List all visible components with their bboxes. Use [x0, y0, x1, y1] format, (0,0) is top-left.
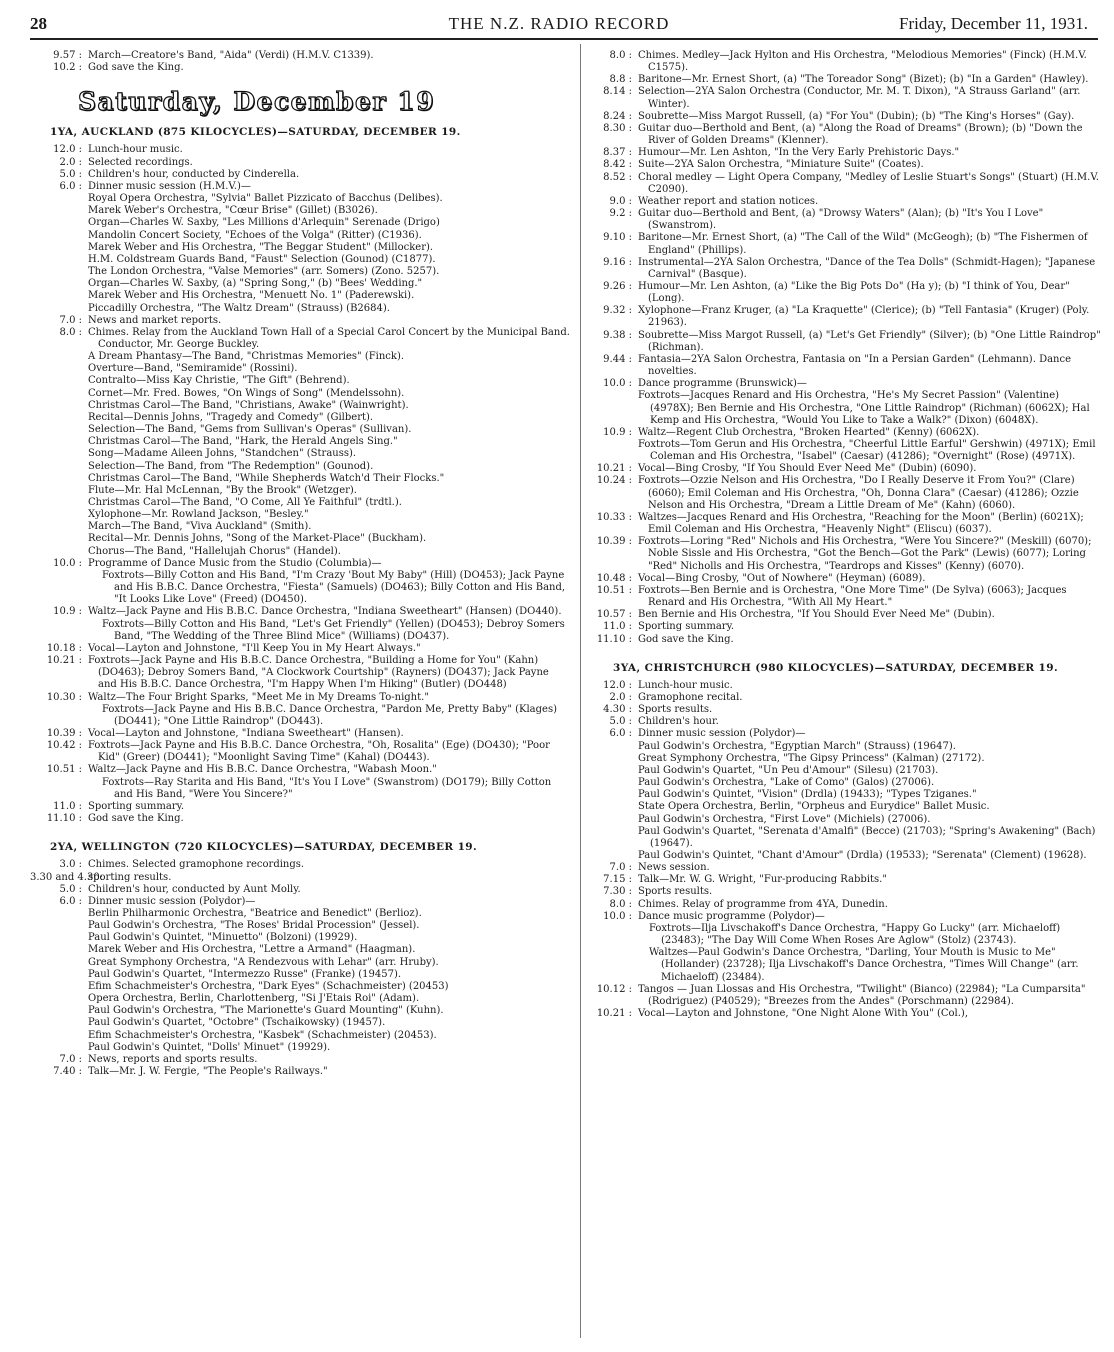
- programme-item: Great Symphony Orchestra, "A Rendezvous with Lehar" (arr. Hruby).: [88, 956, 439, 968]
- programme-list: [593, 680, 1105, 741]
- entry-time: 10.57 :: [596, 609, 632, 621]
- programme-item: March—The Band, "Viva Auckland" (Smith).: [88, 521, 312, 533]
- entry-text: Sporting summary.: [638, 621, 735, 633]
- entry-time: 10.0 :: [603, 378, 632, 390]
- entry-time: 10.21 :: [596, 463, 632, 475]
- entry-text: Sports results.: [638, 886, 713, 898]
- entry-text: Selection—2YA Salon Orchestra (Conductor, Mr. M. T. Dixon), "A Strauss Garland" (arr. Winter).: [638, 86, 1081, 110]
- station-heading-1ya: 1YA, AUCKLAND (875 KILOCYCLES)—SATURDAY, DECEMBER 19.: [50, 126, 461, 139]
- programme-item: Opera Orchestra, Berlin, Charlottenberg, "Si J'Etais Roi" (Adam).: [88, 993, 420, 1005]
- entry-time: 3.30 and 4.30:: [30, 871, 104, 883]
- entry-text: Fantasia—2YA Salon Orchestra, Fantasia on "In a Persian Garden" (Lehmann). Dance novelties.: [638, 353, 1072, 378]
- entry-text: sporting results.: [88, 871, 172, 883]
- programme-item: Waltzes—Paul Godwin's Dance Orchestra, "Darling, Your Mouth is Music to Me" (Hollander) (23728); Ilja Livschakoff's Dance Orchestra, "Times Will Change" (arr. Michaeloff) (23484).: [649, 947, 1079, 983]
- programme-item: Paul Godwin's Quartet, "Octobre" (Tschaikowsky) (19457).: [88, 1017, 386, 1029]
- programme-list: [593, 984, 1105, 1020]
- entry-text: Chimes. Relay of programme from 4YA, Dunedin.: [638, 898, 888, 910]
- programme-item: Organ—Charles W. Saxby, (a) "Spring Song," (b) "Bees' Wedding.": [88, 278, 423, 290]
- programme-entry: [593, 862, 1105, 874]
- programme-entry: [30, 50, 570, 62]
- programme-item: Christmas Carol—The Band, "While Shepherds Watch'd Their Flocks.": [88, 472, 445, 484]
- entry-time: 7.30 :: [603, 886, 632, 898]
- entry-text: Weather report and station notices.: [638, 195, 819, 207]
- entry-time: 4.30 :: [603, 704, 632, 716]
- programme-item: Chorus—The Band, "Hallelujah Chorus" (Handel).: [88, 545, 341, 557]
- programme-item: Royal Opera Orchestra, "Sylvia" Ballet Pizzicato of Bacchus (Delibes).: [88, 193, 443, 205]
- programme-entry: [593, 232, 1105, 256]
- programme-item: Marek Weber's Orchestra, "Cœur Brise" (Gillet) (B3026).: [88, 205, 378, 217]
- programme-entry: [30, 764, 570, 776]
- entry-text: News, reports and sports results.: [88, 1053, 258, 1065]
- programme-item: Foxtrots—Ray Starita and His Band, "It's You I Love" (Swanstrom) (DO179); Billy Cotton and His Band, "Were You Sincere?": [102, 776, 552, 800]
- entry-time: 8.52 :: [603, 171, 632, 183]
- programme-entry: [593, 728, 1105, 740]
- entry-time: 2.0 :: [609, 691, 632, 703]
- entry-text: Tangos — Juan Llossas and His Orchestra, "Twilight" (Bianco) (22984); "La Cumparsita" (Rodriguez) (P40529); "Breezes from the Andes" (Porschmann) (22984).: [638, 983, 1086, 1007]
- programme-list: [593, 463, 1105, 645]
- programme-sublist: [30, 704, 570, 728]
- programme-entry: [593, 354, 1105, 378]
- entry-time: 11.10 :: [596, 633, 632, 645]
- programme-list: [30, 859, 570, 908]
- programme-entry: [593, 159, 1105, 171]
- programme-item: Paul Godwin's Quintet, "Minuetto" (Bolzoni) (19929).: [88, 932, 358, 944]
- entry-text: Foxtrots—Ben Bernie and is Orchestra, "One More Time" (De Sylva) (6063); Jacques Renard and His Orchestra, "With All My Heart.": [638, 584, 1067, 609]
- entry-text: Waltz—The Four Bright Sparks, "Meet Me in My Dreams To-night.": [88, 691, 429, 703]
- programme-item: State Opera Orchestra, Berlin, "Orpheus and Eurydice" Ballet Music.: [638, 801, 990, 813]
- programme-entry: [593, 74, 1105, 86]
- programme-item: Christmas Carol—The Band, "O Come, All Ye Faithful" (trdtl.).: [88, 497, 402, 508]
- programme-sublist: [30, 351, 570, 558]
- entry-text: God save the King.: [638, 633, 734, 645]
- entry-text: Vocal—Layton and Johnstone, "Indiana Sweetheart" (Hansen).: [88, 727, 404, 739]
- programme-entry: [593, 147, 1105, 159]
- programme-sublist: [593, 741, 1105, 863]
- entry-time: 10.2 :: [53, 62, 82, 74]
- programme-entry: [593, 911, 1105, 923]
- entry-text: Waltz—Regent Club Orchestra, "Broken Hearted" (Kenny) (6062X).: [638, 426, 980, 438]
- programme-item: Paul Godwin's Quartet, "Intermezzo Russe" (Franke) (19457).: [88, 968, 402, 980]
- programme-entry: [593, 330, 1105, 354]
- programme-list: [593, 427, 1105, 439]
- entry-time: 3.0 :: [59, 859, 82, 871]
- programme-entry: [30, 169, 570, 181]
- programme-item: Recital—Dennis Johns, "Tragedy and Comedy" (Gilbert).: [88, 411, 374, 423]
- programme-item: Selection—The Band, "Gems from Sullivan's Operas" (Sullivan).: [88, 424, 412, 436]
- programme-sublist: [30, 777, 570, 801]
- entry-time: 2.0 :: [59, 156, 82, 168]
- programme-item: Overture—Band, "Semiramide" (Rossini).: [88, 363, 298, 375]
- entry-text: News and market reports.: [88, 314, 222, 326]
- entry-text: Soubrette—Miss Margot Russell, (a) "Let's Get Friendly" (Silver); (b) "One Little Raindrop" (Richman).: [638, 329, 1101, 353]
- programme-item: Recital—Mr. Dennis Johns, "Song of the Market-Place" (Buckham).: [88, 533, 427, 545]
- programme-entry: [30, 728, 570, 740]
- programme-list: [30, 1054, 570, 1078]
- programme-entry: [593, 50, 1105, 74]
- programme-list: [593, 862, 1105, 923]
- entry-text: Chimes. Selected gramophone recordings.: [88, 859, 305, 871]
- entry-time: 7.40 :: [53, 1066, 82, 1078]
- entry-text: Programme of Dance Music from the Studio (Columbia)—: [88, 557, 382, 569]
- programme-item: Berlin Philharmonic Orchestra, "Beatrice and Benedict" (Berlioz).: [88, 908, 422, 919]
- entry-text: Lunch-hour music.: [88, 144, 183, 156]
- programme-entry: [30, 62, 570, 74]
- programme-item: Foxtrots—Billy Cotton and His Band, "I'm Crazy 'Bout My Baby" (Hill) (DO453); Jack Payne and His B.B.C. Dance Orchestra, "Fiesta" (Samuels) (DO463); Billy Cotton and His Band, "It Looks Like Love" (Freed) (DO450).: [102, 569, 566, 606]
- programme-entry: [30, 859, 570, 871]
- entry-text: Children's hour, conducted by Aunt Molly.: [88, 883, 301, 895]
- entry-time: 5.0 :: [609, 716, 632, 728]
- programme-item: Flute—Mr. Hal McLennan, "By the Brook" (Wetzger).: [88, 484, 357, 496]
- programme-item: Paul Godwin's Orchestra, "Lake of Como" (Galos) (27006).: [638, 777, 935, 789]
- entry-text: Suite—2YA Salon Orchestra, "Miniature Suite" (Coates).: [638, 159, 924, 171]
- programme-entry: [30, 1054, 570, 1066]
- programme-entry: [593, 463, 1105, 475]
- entry-time: 10.51 :: [596, 584, 632, 596]
- station-heading-3ya: 3YA, CHRISTCHURCH (980 KILOCYCLES)—SATURDAY, DECEMBER 19.: [613, 661, 1059, 674]
- programme-entry: [593, 512, 1105, 536]
- programme-entry: [30, 872, 570, 884]
- entry-time: 11.0 :: [603, 621, 632, 633]
- programme-item: Piccadilly Orchestra, "The Waltz Dream" (Strauss) (B2684).: [88, 302, 390, 314]
- programme-entry: [593, 427, 1105, 439]
- issue-date: Friday, December 11, 1931.: [899, 14, 1088, 33]
- entry-time: 8.30 :: [603, 122, 632, 134]
- entry-time: 9.32 :: [603, 305, 632, 317]
- left-column: [30, 50, 570, 1078]
- programme-entry: [593, 172, 1105, 196]
- programme-item: Paul Godwin's Orchestra, "The Marionette's Guard Mounting" (Kuhn).: [88, 1005, 444, 1017]
- programme-sublist: [30, 570, 570, 606]
- entry-text: Waltz—Jack Payne and His B.B.C. Dance Orchestra, "Indiana Sweetheart" (Hansen) (DO440).: [88, 606, 562, 618]
- programme-entry: [593, 716, 1105, 728]
- programme-entry: [593, 573, 1105, 585]
- programme-item: Paul Godwin's Quintet, "Vision" (Drdla) (19433); "Types Tziganes.": [638, 789, 977, 801]
- programme-item: Selection—The Band, from "The Redemption" (Gounod).: [88, 460, 374, 472]
- programme-item: H.M. Coldstream Guards Band, "Faust" Selection (Gounod) (C1877).: [88, 253, 436, 265]
- entry-time: 6.0 :: [59, 895, 82, 907]
- programme-list: [30, 643, 570, 704]
- entry-time: 12.0 :: [53, 144, 82, 156]
- programme-item: A Dream Phantasy—The Band, "Christmas Memories" (Finck).: [88, 351, 405, 363]
- entry-text: Children's hour, conducted by Cinderella.: [88, 168, 300, 180]
- programme-item: Foxtrots—Jack Payne and His B.B.C. Dance Orchestra, "Pardon Me, Pretty Baby" (Klages) (DO441); "One Little Raindrop" (DO443).: [102, 703, 557, 727]
- programme-item: Song—Madame Aileen Johns, "Standchen" (Strauss).: [88, 448, 357, 460]
- entry-time: 8.0 :: [609, 50, 632, 61]
- entry-time: 8.37 :: [603, 147, 632, 159]
- entry-time: 8.0 :: [59, 326, 82, 338]
- programme-entry: [30, 315, 570, 327]
- entry-time: 5.0 :: [59, 883, 82, 895]
- entry-text: March—Creatore's Band, "Aida" (Verdi) (H.M.V. C1339).: [88, 50, 374, 61]
- entry-time: 10.9 :: [603, 426, 632, 438]
- programme-list: [30, 801, 570, 825]
- entry-time: 10.24 :: [596, 475, 632, 487]
- programme-item: Efim Schachmeister's Orchestra, "Dark Eyes" (Schachmeister) (20453): [88, 980, 449, 992]
- programme-entry: [30, 692, 570, 704]
- entry-time: 9.10 :: [603, 232, 632, 244]
- programme-item: The London Orchestra, "Valse Memories" (arr. Somers) (Zono. 5257).: [88, 266, 440, 278]
- programme-item: Christmas Carol—The Band, "Hark, the Herald Angels Sing.": [88, 436, 398, 448]
- entry-time: 10.33 :: [596, 511, 632, 523]
- programme-item: Paul Godwin's Orchestra, "The Roses' Bridal Procession" (Jessel).: [88, 920, 420, 932]
- programme-item: Paul Godwin's Quintet, "Dolls' Minuet" (19929).: [88, 1041, 331, 1053]
- entry-text: Gramophone recital.: [638, 691, 743, 703]
- programme-entry: [593, 111, 1105, 123]
- entry-text: Lunch-hour music.: [638, 679, 733, 691]
- programme-list: [593, 50, 1105, 390]
- programme-list: [30, 558, 570, 570]
- entry-time: 7.0 :: [609, 862, 632, 874]
- programme-entry: [593, 585, 1105, 609]
- entry-time: 12.0 :: [603, 679, 632, 691]
- entry-time: 10.51 :: [46, 764, 82, 776]
- publication-title: THE N.Z. RADIO RECORD: [448, 14, 670, 33]
- programme-sublist: [593, 390, 1105, 426]
- programme-entry: [593, 475, 1105, 511]
- entry-time: 7.0 :: [59, 1053, 82, 1065]
- programme-item: Great Symphony Orchestra, "The Gipsy Princess" (Kalman) (27172).: [638, 752, 985, 764]
- entry-time: 10.39 :: [596, 536, 632, 548]
- entry-text: Guitar duo—Berthold and Bent, (a) "Drowsy Waters" (Alan); (b) "It's You I Love" (Swanstrom).: [638, 208, 1044, 232]
- programme-entry: [593, 281, 1105, 305]
- entry-time: 9.16 :: [603, 256, 632, 268]
- entry-text: Foxtrots—Jack Payne and His B.B.C. Dance Orchestra, "Oh, Rosalita" (Ege) (DO430); "Poor Kid" (Greer) (DO441); "Moonlight Saving Time" (Kahal) (DO443).: [88, 740, 550, 764]
- page-header: [30, 14, 1088, 40]
- entry-time: 10.18 :: [46, 642, 82, 654]
- programme-entry: [593, 196, 1105, 208]
- entry-time: 10.48 :: [596, 572, 632, 584]
- page-number: 28: [30, 14, 47, 33]
- programme-entry: [593, 536, 1105, 572]
- entry-time: 10.21 :: [46, 655, 82, 667]
- programme-item: Foxtrots—Jacques Renard and His Orchestra, "He's My Secret Passion" (Valentine) (4978X); Ben Bernie and His Orchestra, "One Little Raindrop" (Richman) (6062X); Hal Kemp and His Orchestra, "Would You Like to Take a Walk?" (Dixon) (6048X).: [638, 390, 1090, 426]
- programme-entry: [593, 123, 1105, 147]
- entry-text: Children's hour.: [638, 716, 719, 728]
- programme-entry: [30, 606, 570, 618]
- programme-entry: [593, 680, 1105, 692]
- entry-text: Dance programme (Brunswick)—: [638, 378, 807, 390]
- entry-text: Foxtrots—Loring "Red" Nichols and His Orchestra, "Were You Sincere?" (Meskill) (6070); Noble Sissle and His Orchestra, "Got the Bench—Got the Park" (Lewis) (6077); Loring "Red" Nicholls and His Orchestra, "Teardrops and Kisses" (Kenny) (6070).: [638, 536, 1092, 572]
- entry-text: Xylophone—Franz Kruger, (a) "La Kraquette" (Clerice); (b) "Tell Fantasia" (Kruger) (Poly. 21963).: [638, 305, 1090, 329]
- entry-time: 9.44 :: [603, 353, 632, 365]
- programme-sublist: [593, 439, 1105, 463]
- entry-time: 6.0 :: [609, 728, 632, 740]
- entry-time: 9.2 :: [609, 208, 632, 220]
- entry-text: Foxtrots—Ozzie Nelson and His Orchestra, "Do I Really Deserve it From You?" (Clare) (6060); Emil Coleman and His Orchestra, "Oh, Donna Clara" (Caesar) (41286); Ozzie Nelson and His Orchestra, "Dream a Little Dream of Me" (Kahn) (6060).: [638, 475, 1079, 511]
- entry-time: 7.15 :: [603, 874, 632, 886]
- programme-entry: [593, 692, 1105, 704]
- entry-time: 10.0 :: [53, 557, 82, 569]
- entry-time: 6.0 :: [59, 180, 82, 192]
- programme-entry: [30, 558, 570, 570]
- entry-time: 8.24 :: [603, 110, 632, 122]
- entry-text: Baritone—Mr. Ernest Short, (a) "The Call of the Wild" (McGeogh); (b) "The Fishermen of England" (Phillips).: [638, 232, 1088, 256]
- programme-item: Marek Weber and His Orchestra, "Menuett No. 1" (Paderewski).: [88, 290, 415, 302]
- header-rule: [30, 38, 1098, 40]
- entry-text: Chimes. Relay from the Auckland Town Hall of a Special Carol Concert by the Municipal Band. Conductor, Mr. George Buckley.: [88, 326, 570, 350]
- entry-text: Dinner music session (H.M.V.)—: [88, 180, 251, 192]
- programme-entry: [593, 609, 1105, 621]
- programme-item: Marek Weber and His Orchestra, "Lettre a Armand" (Haagman).: [88, 944, 416, 956]
- station-heading-2ya: 2YA, WELLINGTON (720 KILOCYCLES)—SATURDAY, DECEMBER 19.: [50, 841, 478, 854]
- programme-entry: [593, 984, 1105, 1008]
- entry-text: Sporting summary.: [88, 800, 185, 812]
- programme-sublist: [30, 193, 570, 315]
- entry-text: God save the King.: [88, 62, 184, 74]
- entry-time: 8.0 :: [609, 898, 632, 910]
- programme-entry: [593, 704, 1105, 716]
- programme-entry: [593, 874, 1105, 886]
- programme-item: Paul Godwin's Orchestra, "First Love" (Michiels) (27006).: [638, 813, 931, 825]
- entry-time: 11.10 :: [46, 813, 82, 825]
- entry-text: Talk—Mr. W. G. Wright, "Fur-producing Rabbits.": [638, 874, 887, 886]
- programme-sublist: [30, 619, 570, 643]
- programme-item: Christmas Carol—The Band, "Christians, Awake" (Wainwright).: [88, 399, 409, 411]
- programme-list: [30, 315, 570, 351]
- entry-time: 9.57 :: [53, 50, 82, 61]
- entry-text: Dinner music session (Polydor)—: [88, 895, 256, 907]
- programme-entry: [30, 801, 570, 813]
- entry-text: Ben Bernie and His Orchestra, "If You Should Ever Need Me" (Dubin).: [638, 609, 995, 621]
- programme-entry: [30, 884, 570, 896]
- entry-text: Dinner music session (Polydor)—: [638, 728, 806, 740]
- entry-time: 8.8 :: [609, 74, 632, 86]
- programme-item: Foxtrots—Ilja Livschakoff's Dance Orchestra, "Happy Go Lucky" (arr. Michaeloff) (23483); "The Day Will Come When Roses Are Aglow" (Stolz) (23743).: [649, 922, 1061, 947]
- programme-entry: [593, 634, 1105, 646]
- programme-entry: [593, 86, 1105, 110]
- entry-time: 9.26 :: [603, 280, 632, 292]
- entry-time: 8.42 :: [603, 159, 632, 171]
- entry-text: Vocal—Layton and Johnstone, "I'll Keep You in My Heart Always.": [88, 642, 421, 654]
- programme-list: [30, 50, 570, 74]
- entry-text: Waltz—Jack Payne and His B.B.C. Dance Orchestra, "Wabash Moon.": [88, 764, 437, 776]
- entry-time: 10.21 :: [596, 1008, 632, 1020]
- entry-time: 8.14 :: [603, 86, 632, 98]
- programme-entry: [30, 1066, 570, 1078]
- entry-time: 10.42 :: [46, 740, 82, 752]
- entry-text: Vocal—Bing Crosby, "Out of Nowhere" (Heyman) (6089).: [638, 572, 926, 584]
- entry-text: Waltzes—Jacques Renard and His Orchestra, "Reaching for the Moon" (Berlin) (6021X); Emil Coleman and His Orchestra, "Heavenly Night" (Eliscu) (6037).: [638, 511, 1084, 536]
- programme-item: Mandolin Concert Society, "Echoes of the Volga" (Ritter) (C1936).: [88, 229, 422, 241]
- entry-text: Instrumental—2YA Salon Orchestra, "Dance of the Tea Dolls" (Schmidt-Hagen); "Japanese Carnival" (Basque).: [638, 256, 1096, 280]
- entry-text: Guitar duo—Berthold and Bent, (a) "Along the Road of Dreams" (Brown); (b) "Down the River of Golden Dreams" (Klenner).: [638, 122, 1083, 147]
- programme-sublist: [30, 908, 570, 1054]
- entry-time: 9.0 :: [609, 195, 632, 207]
- entry-text: Vocal—Bing Crosby, "If You Should Ever Need Me" (Dubin) (6090).: [638, 463, 977, 475]
- entry-text: Choral medley — Light Opera Company, "Medley of Leslie Stuart's Songs" (Stuart) (H.M.V. C2090).: [638, 171, 1099, 195]
- entry-text: Talk—Mr. J. W. Fergie, "The People's Railways.": [88, 1066, 328, 1078]
- entry-text: Chimes. Medley—Jack Hylton and His Orchestra, "Melodious Memories" (Finck) (H.M.V. C1575).: [638, 50, 1087, 74]
- programme-item: Organ—Charles W. Saxby, "Les Millions d'Arlequin" Serenade (Drigo): [88, 217, 440, 229]
- day-heading: Saturday, December 19: [78, 87, 436, 117]
- programme-item: Paul Godwin's Quintet, "Chant d'Amour" (Drdla) (19533); "Serenata" (Clement) (19628).: [638, 850, 1087, 861]
- entry-text: God save the King.: [88, 813, 184, 825]
- entry-text: Selected recordings.: [88, 156, 193, 168]
- entry-time: 10.30 :: [46, 691, 82, 703]
- programme-entry: [30, 157, 570, 169]
- programme-item: Paul Godwin's Quartet, "Un Peu d'Amour" (Silesu) (21703).: [638, 764, 939, 776]
- programme-entry: [593, 1008, 1105, 1020]
- programme-entry: [30, 740, 570, 764]
- programme-entry: [30, 655, 570, 691]
- programme-item: Foxtrots—Tom Gerun and His Orchestra, "Cheerful Little Earful" Gershwin) (4971X); Emil Coleman and His Orchestra, "Isabel" (Caesar) (41286); "Overnight" (Rose) (4971X).: [638, 439, 1096, 463]
- entry-text: Soubrette—Miss Margot Russell, (a) "For You" (Dubin); (b) "The King's Horses" (Gay).: [638, 110, 1075, 122]
- programme-item: Cornet—Mr. Fred. Bowes, "On Wings of Song" (Mendelssohn).: [88, 387, 405, 399]
- programme-entry: [593, 378, 1105, 390]
- column-divider: [580, 44, 581, 1338]
- programme-entry: [593, 208, 1105, 232]
- entry-time: 5.0 :: [59, 168, 82, 180]
- entry-text: Humour—Mr. Len Ashton, (a) "Like the Big Pots Do" (Ha y); (b) "I think of You, Dear" (Long).: [638, 280, 1070, 305]
- programme-entry: [30, 144, 570, 156]
- programme-item: Marek Weber and His Orchestra, "The Beggar Student" (Millocker).: [88, 241, 434, 253]
- programme-entry: [593, 621, 1105, 633]
- programme-item: Efim Schachmeister's Orchestra, "Kasbek" (Schachmeister) (20453).: [88, 1029, 437, 1041]
- entry-text: Baritone—Mr. Ernest Short, (a) "The Toreador Song" (Bizet); (b) "In a Garden" (Hawley).: [638, 74, 1089, 86]
- programme-item: Paul Godwin's Quartet, "Serenata d'Amalfi" (Becce) (21703); "Spring's Awakening" (Bach) (19647).: [638, 825, 1096, 849]
- programme-entry: [30, 813, 570, 825]
- entry-text: Humour—Mr. Len Ashton, "In the Very Early Prehistoric Days.": [638, 147, 960, 159]
- programme-entry: [30, 643, 570, 655]
- programme-entry: [593, 305, 1105, 329]
- programme-entry: [593, 899, 1105, 911]
- programme-list: [30, 728, 570, 777]
- programme-entry: [593, 257, 1105, 281]
- entry-text: Sports results.: [638, 704, 713, 716]
- entry-time: 7.0 :: [59, 314, 82, 326]
- entry-text: Vocal—Layton and Johnstone, "One Night Alone With You" (Col.),: [638, 1008, 969, 1020]
- programme-entry: [30, 896, 570, 908]
- right-column: [593, 50, 1105, 1020]
- entry-text: Foxtrots—Jack Payne and His B.B.C. Dance Orchestra, "Building a Home for You" (Kahn) (DO463); Debroy Somers Band, "A Clockwork Courtship" (Rayners) (DO437); Jack Payne and His B.B.C. Dance Orchestra, "I'm Happy When I'm Hiking" (Butler) (DO448): [88, 655, 549, 691]
- entry-time: 10.39 :: [46, 727, 82, 739]
- entry-time: 10.0 :: [603, 910, 632, 922]
- programme-entry: [30, 327, 570, 351]
- programme-entry: [30, 181, 570, 193]
- entry-time: 10.12 :: [596, 983, 632, 995]
- entry-text: Dance music programme (Polydor)—: [638, 910, 825, 922]
- entry-time: 10.9 :: [53, 606, 82, 618]
- programme-list: [30, 606, 570, 618]
- entry-text: News session.: [638, 862, 710, 874]
- programme-list: [30, 144, 570, 193]
- programme-item: Xylophone—Mr. Rowland Jackson, "Besley.": [88, 509, 309, 521]
- programme-entry: [593, 886, 1105, 898]
- programme-sublist: [593, 923, 1105, 984]
- programme-item: Foxtrots—Billy Cotton and His Band, "Let's Get Friendly" (Yellen) (DO453); Debroy Somers Band, "The Wedding of the Three Blind Mice" (Williams) (DO437).: [102, 618, 565, 642]
- entry-time: 11.0 :: [53, 800, 82, 812]
- programme-item: Paul Godwin's Orchestra, "Egyptian March" (Strauss) (19647).: [638, 740, 956, 752]
- programme-item: Contralto—Miss Kay Christie, "The Gift" (Behrend).: [88, 375, 350, 387]
- entry-time: 9.38 :: [603, 329, 632, 341]
